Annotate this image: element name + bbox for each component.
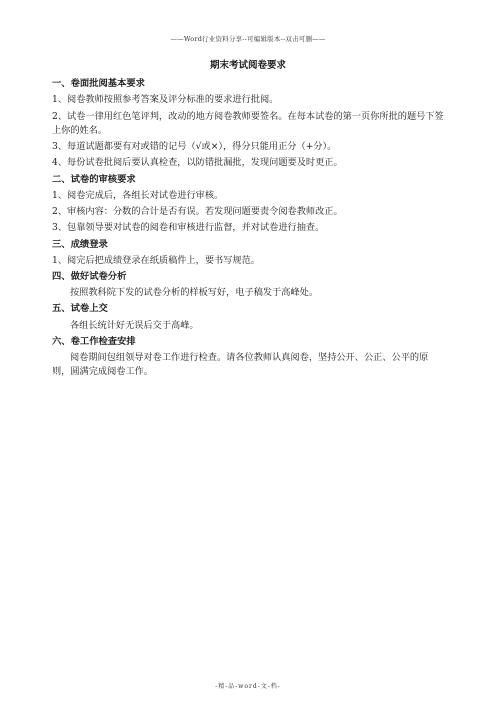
section-heading: 三、成绩登录 [52,238,108,250]
paragraph: 各组长统计好无误后交于高峰。 [70,319,199,331]
list-item: 1、阅完后把成绩登录在纸质稿件上，要书写规范。 [52,254,260,266]
paragraph: 阅卷期间包组领导对卷工作进行检查。请各位教师认真阅卷，坚持公开、公正、公平的原则，圆满完成阅卷工作。 [52,351,429,377]
document-body [52,76,444,380]
section-3 [52,237,444,269]
section-heading: 六、卷工作检查安排 [52,335,136,347]
section-2 [52,172,444,237]
section-heading: 一、卷面批阅基本要求 [52,78,145,89]
section-heading: 四、做好试卷分析 [52,271,127,282]
list-item: 1、阅卷教师按照参考答案及评分标准的要求进行批阅。 [52,94,279,106]
list-item: 2、审核内容：分数的合计是否有误。若发现问题要责令阅卷教师改正。 [52,206,343,218]
section-5 [52,301,444,333]
list-item: 3、包靠领导要对试卷的阅卷和审核进行监督，并对试卷进行抽查。 [52,222,325,234]
list-item: 2、试卷一律用红色笔评判，改动的地方阅卷教师要签名。在每本试卷的第一页你所批的题号下签上你的姓名。 [52,110,444,136]
page-header-note: ——Word行业资料分享--可编辑版本--双击可删—— [170,35,326,43]
document-title: 期末考试阅卷要求 [209,60,286,71]
paragraph: 按照教科院下发的试卷分析的样板写好，电子稿发于高峰处。 [70,287,319,299]
list-item: 3、每道试题都要有对或错的记号（√或×），得分只能用正分（+分）。 [52,140,337,152]
section-6 [52,334,444,380]
section-1 [52,76,444,172]
list-item: 4、每份试卷批阅后要认真检查，以防错批漏批，发现问题要及时更正。 [52,157,343,169]
page-footer: -精-品-word-文-档- [215,683,281,690]
section-heading: 五、试卷上交 [52,303,108,315]
list-item: 1、阅卷完成后，各组长对试卷进行审核。 [52,189,224,201]
section-4 [52,269,444,301]
section-heading: 二、试卷的审核要求 [52,173,136,185]
